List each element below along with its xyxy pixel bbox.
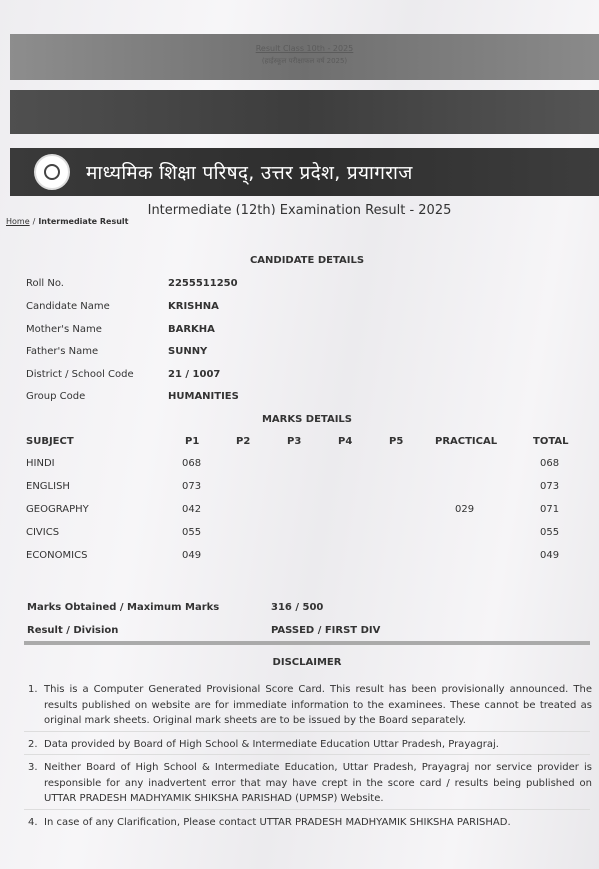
section-divider bbox=[24, 641, 590, 645]
table-row-total: 071 bbox=[540, 504, 560, 515]
col-header-p2: P2 bbox=[236, 436, 251, 447]
group-code-value: HUMANITIES bbox=[168, 391, 239, 402]
table-row-p1: 055 bbox=[182, 527, 202, 538]
divider bbox=[24, 754, 590, 755]
board-header bbox=[10, 148, 599, 196]
disclaimer-item-text: In case of any Clarification, Please contact UTTAR PRADESH MADHYAMIK SHIKSHA PARISHAD. bbox=[44, 817, 511, 828]
marks-obtained-value: 316 / 500 bbox=[271, 602, 324, 613]
candidate-name-value: KRISHNA bbox=[168, 301, 219, 312]
board-logo-icon bbox=[34, 154, 70, 190]
table-row-subject: CIVICS bbox=[26, 527, 60, 538]
father-name-label: Father's Name bbox=[26, 346, 99, 357]
disclaimer-title: DISCLAIMER bbox=[272, 657, 342, 668]
district-school-value: 21 / 1007 bbox=[168, 369, 221, 380]
result-division-label: Result / Division bbox=[27, 625, 119, 636]
group-code-label: Group Code bbox=[26, 391, 86, 402]
mother-name-value: BARKHA bbox=[168, 324, 215, 335]
mother-name-label: Mother's Name bbox=[26, 324, 102, 335]
marks-obtained-label: Marks Obtained / Maximum Marks bbox=[27, 602, 220, 613]
breadcrumb-separator: / bbox=[32, 217, 36, 226]
marks-details-title: MARKS DETAILS bbox=[261, 414, 353, 425]
disclaimer-item bbox=[28, 682, 592, 728]
table-row-practical: 029 bbox=[455, 504, 475, 515]
disclaimer-item bbox=[28, 737, 588, 753]
table-row-subject: GEOGRAPHY bbox=[26, 504, 89, 515]
result-division-value: PASSED / FIRST DIV bbox=[271, 625, 381, 636]
table-row-subject: ENGLISH bbox=[26, 481, 70, 492]
table-row-p1: 042 bbox=[182, 504, 202, 515]
disclaimer-item-text: Data provided by Board of High School & Intermediate Education Uttar Pradesh, Prayagraj. bbox=[44, 739, 499, 750]
breadcrumb bbox=[6, 217, 128, 226]
col-header-total: TOTAL bbox=[533, 436, 569, 447]
disclaimer-item bbox=[28, 760, 592, 806]
district-school-label: District / School Code bbox=[26, 369, 134, 380]
roll-no-value: 2255511250 bbox=[168, 278, 238, 289]
disclaimer-item-text: Neither Board of High School & Intermediate Education, Uttar Pradesh, Prayagraj nor service provider is responsible for any inadvertent error that may have crept in the score card / results being published on UTTAR PRADESH MADHYAMIK SHIKSHA PARISHAD (UPMSP) Website. bbox=[44, 762, 592, 804]
col-header-p5: P5 bbox=[389, 436, 404, 447]
roll-no-label: Roll No. bbox=[26, 278, 64, 289]
board-name: माध्यमिक शिक्षा परिषद्, उत्तर प्रदेश, प्रयागराज bbox=[86, 162, 413, 184]
exam-title: Intermediate (12th) Examination Result - 2025 bbox=[147, 203, 452, 215]
disclaimer-item-text: This is a Computer Generated Provisional Score Card. This result has been provisionally announced. The results published on website are for immediate information to the examinees. These cannot be treated as original mark sheets. Original mark sheets are to be issued by the Board separately. bbox=[44, 684, 592, 726]
disclaimer-item-number: 2. bbox=[28, 739, 38, 750]
breadcrumb-current: Intermediate Result bbox=[38, 217, 129, 226]
table-row-total: 073 bbox=[540, 481, 560, 492]
dark-banner bbox=[10, 90, 599, 134]
table-row-total: 068 bbox=[540, 458, 560, 469]
banner-result-subtitle: (हाईस्कूल परीक्षाफल वर्ष 2025) bbox=[261, 57, 348, 65]
col-header-p4: P4 bbox=[338, 436, 353, 447]
disclaimer-item bbox=[28, 815, 588, 831]
breadcrumb-home-link[interactable]: Home bbox=[6, 217, 30, 226]
disclaimer-item-number: 3. bbox=[28, 762, 38, 773]
table-row-total: 055 bbox=[540, 527, 560, 538]
col-header-practical: PRACTICAL bbox=[435, 436, 498, 447]
disclaimer-item-number: 4. bbox=[28, 817, 38, 828]
table-row-p1: 049 bbox=[182, 550, 202, 561]
banner-result-link[interactable]: Result Class 10th - 2025 bbox=[255, 44, 354, 53]
col-header-p1: P1 bbox=[185, 436, 200, 447]
candidate-details-title: CANDIDATE DETAILS bbox=[249, 255, 365, 266]
table-row-p1: 068 bbox=[182, 458, 202, 469]
top-banner bbox=[10, 34, 599, 80]
father-name-value: SUNNY bbox=[168, 346, 208, 357]
divider bbox=[24, 731, 590, 732]
table-row-total: 049 bbox=[540, 550, 560, 561]
candidate-name-label: Candidate Name bbox=[26, 301, 110, 312]
col-header-p3: P3 bbox=[287, 436, 302, 447]
table-row-p1: 073 bbox=[182, 481, 202, 492]
disclaimer-item-number: 1. bbox=[28, 684, 38, 695]
col-header-subject: SUBJECT bbox=[26, 436, 74, 447]
table-row-subject: HINDI bbox=[26, 458, 55, 469]
divider bbox=[24, 809, 590, 810]
table-row-subject: ECONOMICS bbox=[26, 550, 88, 561]
